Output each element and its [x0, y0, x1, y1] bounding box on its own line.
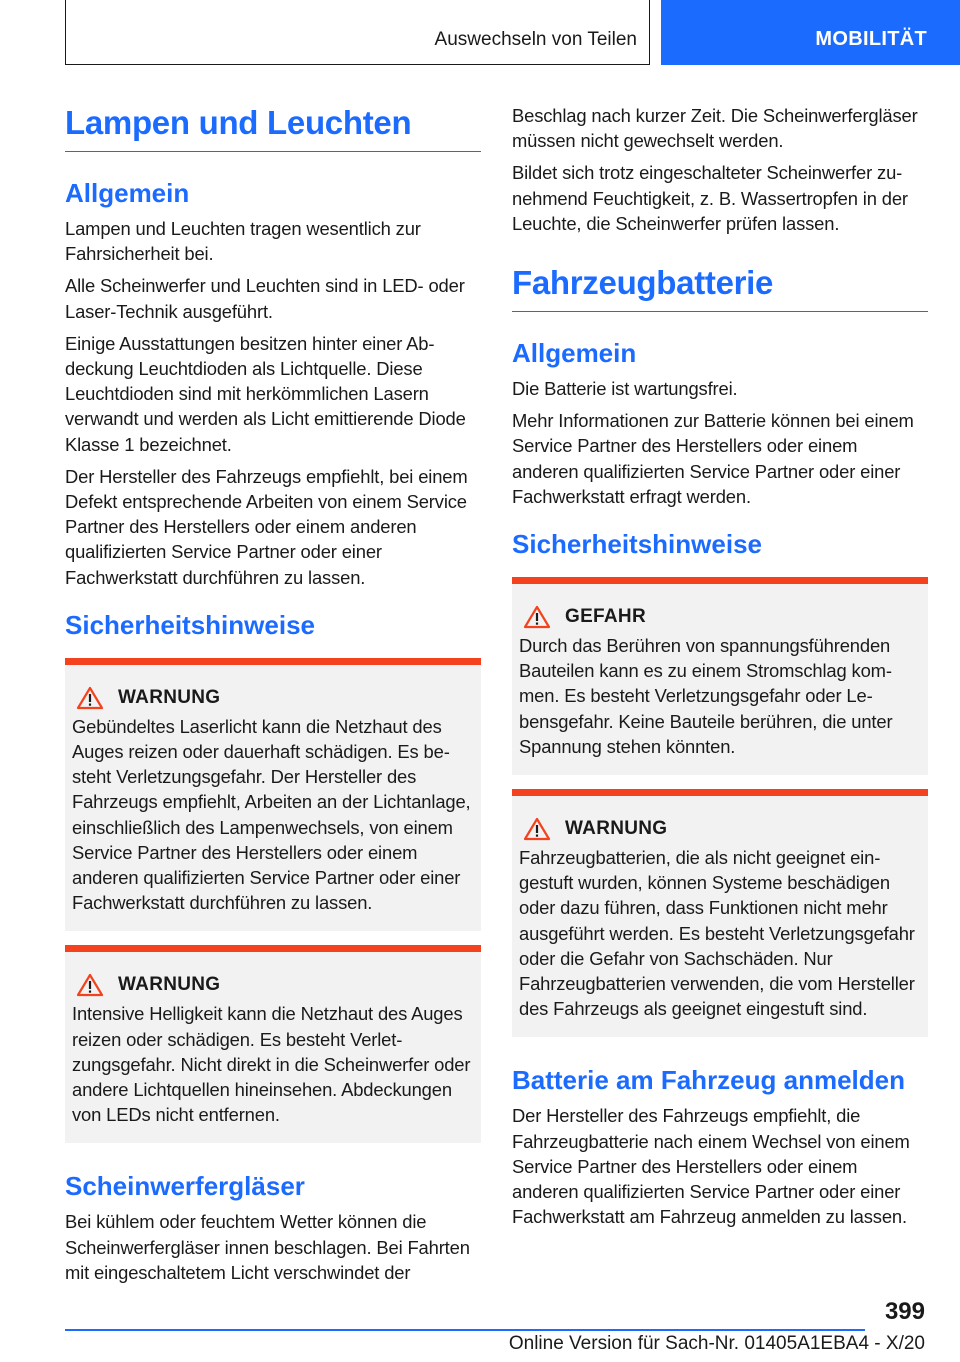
warning-title: WARNUNG: [565, 818, 668, 840]
header-section-title: MOBILITÄT: [815, 28, 927, 50]
heading-allgemein-lampen: Allgemein: [65, 178, 190, 208]
paragraph: Bildet sich trotz eingeschalteter Scheinwerfer zunehmend Feuchtigkeit, z. B. Wassertropfen in der Leuchte, die Scheinwerfer prüfen lassen.: [512, 162, 908, 234]
footer-divider: [65, 1329, 865, 1331]
paragraph: Die Batterie ist wartungsfrei.: [512, 378, 738, 400]
warning-header: [72, 685, 474, 711]
warning-text: Fahrzeugbatterien, die als nicht geeignet eingestuft wurden, können Systeme beschädigen oder dazu führen, dass Funktionen nicht mehr ausgeführt werden. Es besteht Verletzungsgefahr oder die Gefahr von Sachschäden. Nur Fahrzeugbatterien verwenden, die vom Hersteller des Fahrzeugs als geeignet eingestuft sind.: [519, 847, 915, 1020]
danger-triangle-icon: [523, 605, 551, 629]
warning-box: [65, 945, 481, 1143]
heading-sicherheitshinweise-lampen: Sicherheitshinweise: [65, 609, 315, 640]
page-number: 399: [884, 1298, 925, 1325]
heading-scheinwerferglaeser: Scheinwerfergläser: [65, 1171, 305, 1202]
warning-text: Gebündeltes Laserlicht kann die Netzhaut des Auges reizen oder dauerhaft schädigen. Es besteht Verletzungsgefahr. Der Hersteller des Fahrzeugs empfiehlt, Arbeiten an der Lichtanlage, einschließlich des Lampenwechsels, von einem Service Partner des Herstellers oder einem anderen qualifizierten Service Partner oder einer Fachwerkstatt durchführen zu lassen.: [72, 715, 471, 914]
paragraph: Einige Ausstattungen besitzen hinter einer Abdeckung Leuchtdioden als Lichtquelle. Diese Leuchtdioden sind mit herkömmlichen Lasern verwandt und werden als Licht emittierende Diode Klasse 1 bezeichnet.: [65, 332, 466, 455]
paragraph: Beschlag nach kurzer Zeit. Die Scheinwerfergläser müssen nicht gewechselt werden.: [512, 105, 918, 152]
warning-box: [512, 789, 928, 1037]
warning-box: [65, 658, 481, 932]
paragraph: Lampen und Leuchten tragen wesentlich zur Fahrsicherheit bei.: [65, 218, 421, 265]
left-column: [65, 98, 481, 1292]
header-section-tab: [661, 0, 960, 65]
heading-batterie-anmelden: Batterie am Fahrzeug anmelden: [512, 1065, 905, 1096]
warning-title: WARNUNG: [118, 974, 221, 996]
header-chapter-title: Auswechseln von Teilen: [434, 29, 637, 50]
heading-fahrzeugbatterie: Fahrzeugbatterie: [512, 258, 928, 312]
paragraph: Der Hersteller des Fahrzeugs empfiehlt, die Fahrzeugbatterie nach einem Wechsel von einem Service Partner des Herstellers oder einem anderen qualifizierten Service Partner oder einer Fachwerkstatt am Fahrzeug anmelden zu lassen.: [512, 1105, 910, 1228]
warning-header: [72, 972, 474, 998]
paragraph: Alle Scheinwerfer und Leuchten sind in LED- oder Laser-Technik ausgeführt.: [65, 275, 465, 322]
header-chapter-tab: [65, 0, 650, 65]
paragraph: Mehr Informationen zur Batterie können bei einem Service Partner des Herstellers oder einem anderen qualifizierten Service Partner oder einer Fachwerkstatt erfragt werden.: [512, 410, 914, 507]
right-column: [512, 103, 928, 1236]
danger-box: [512, 577, 928, 775]
danger-text: Durch das Berühren von spannungsführenden Bauteilen kann es zu einem Stromschlag kommen. Es besteht Verletzungsgefahr oder Lebensgefahr. Keine Bauteile berühren, die unter Spannung stehen könnten.: [519, 635, 893, 757]
heading-sicherheitshinweise-batterie: Sicherheitshinweise: [512, 529, 762, 560]
paragraph: Der Hersteller des Fahrzeugs empfiehlt, bei einem Defekt entsprechende Arbeiten von einem Service Partner des Herstellers oder einem anderen qualifizierten Service Partner oder einer Fachwerkstatt durchführen zu lassen.: [65, 465, 468, 588]
heading-allgemein-batterie: Allgemein: [512, 338, 637, 369]
warning-text: Intensive Helligkeit kann die Netzhaut des Auges reizen oder schädigen. Es besteht Verletzungsgefahr. Nicht direkt in die Scheinwerfer oder andere Lichtquellen hineinsehen. Abdeckungen von LEDs nicht entfernen.: [72, 1003, 471, 1126]
heading-lampen: Lampen und Leuchten: [65, 98, 481, 152]
danger-header: [519, 604, 921, 630]
warning-triangle-icon: [523, 817, 551, 841]
paragraph: Bei kühlem oder feuchtem Wetter können die Scheinwerfergläser innen beschlagen. Bei Fahrten mit eingeschaltetem Licht verschwindet der: [65, 1211, 470, 1283]
warning-header: [519, 816, 921, 842]
warning-title: WARNUNG: [118, 686, 221, 708]
warning-triangle-icon: [76, 686, 104, 710]
warning-triangle-icon: [76, 973, 104, 997]
footer-online-version: Online Version für Sach-Nr. 01405A1EBA4 - X/20: [508, 1333, 925, 1354]
danger-title: GEFAHR: [565, 606, 646, 628]
